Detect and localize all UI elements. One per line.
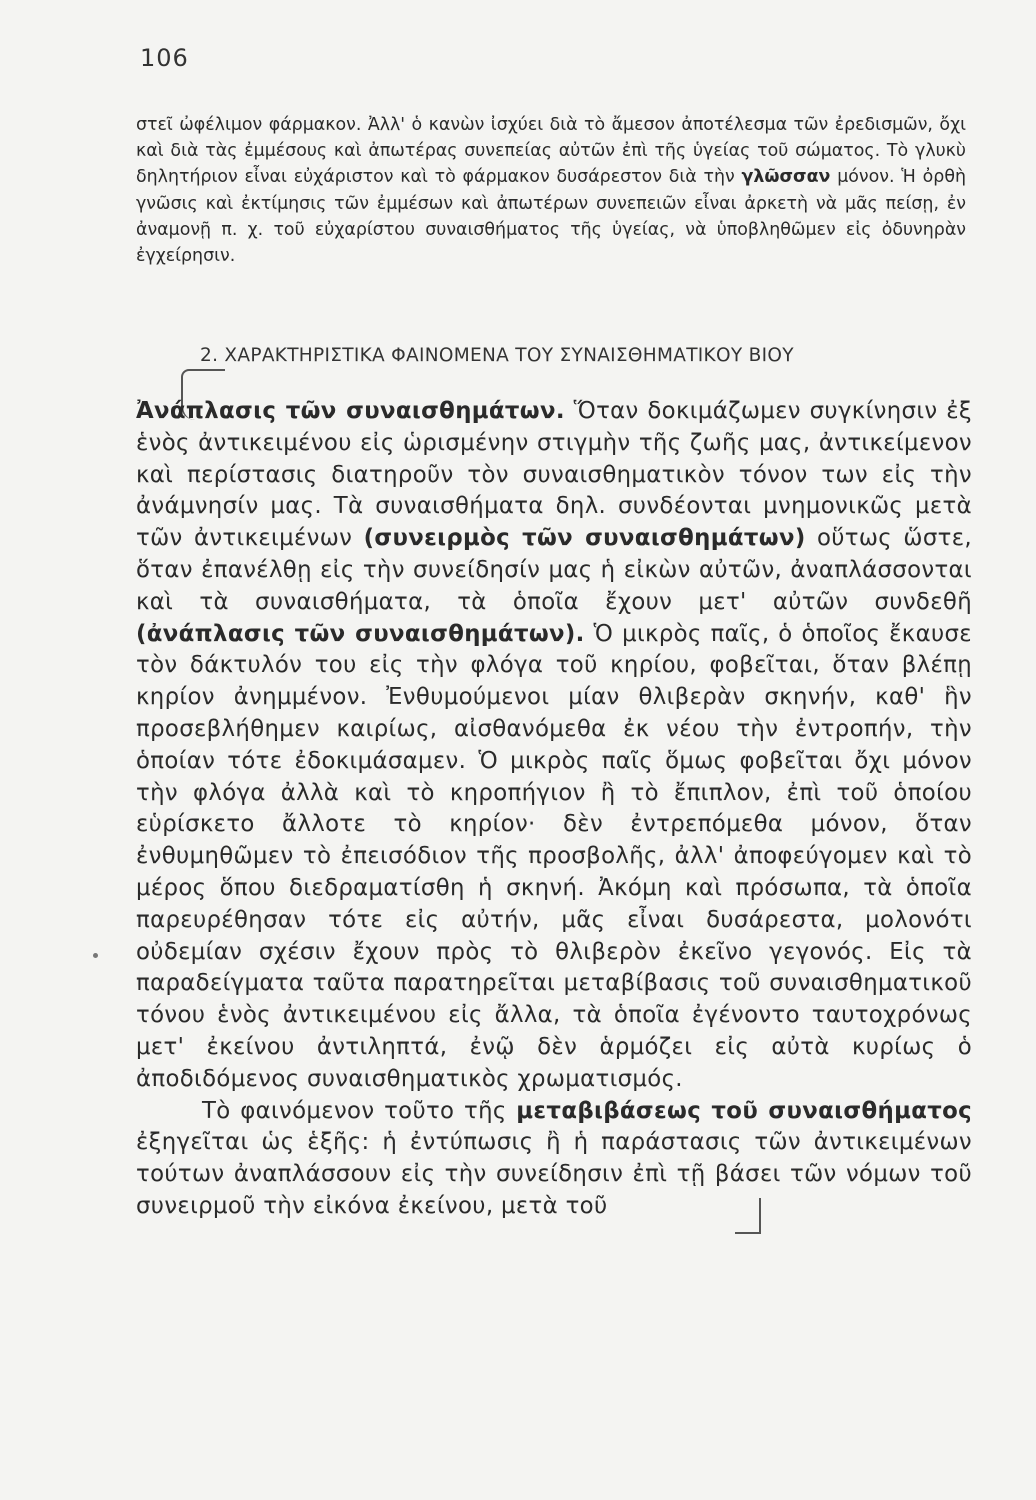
term-emphasis: μεταβιβάσεως τοῦ συναισθήματος: [516, 1097, 972, 1124]
page-number: 106: [140, 44, 189, 72]
main-text: [136, 396, 972, 1223]
intro-paragraph: [136, 112, 966, 269]
intro-text-run: μόνον. Ἡ ὀρθὴ γνῶσις καὶ ἐκτίμησις τῶν ἐμμέσων καὶ ἀπωτέρων συνεπειῶν εἶναι ἀρκετὴ νὰ μᾶς πείσῃ, ἐν ἀναμονῇ π. χ. τοῦ εὐχαρίστου συναισθήματος τῆς ὑγείας, νὰ ὑποβληθῶμεν εἰς ὀδυνηρὰν ἐγχείρησιν.: [136, 167, 966, 267]
paragraph-text-run: οὕτως ὥστε, ὅταν ἐπανέλθῃ εἰς τὴν συνείδησίν μας ἡ εἰκὼν αὐτῶν, ἀναπλάσσονται καὶ τὰ συναισθήματα, τὰ ὁποῖα ἔχουν μετ' αὐτῶν συνδεθῆ: [136, 525, 972, 615]
paragraph-metavivasis: [136, 1096, 972, 1223]
pen-bracket-right: [735, 1198, 761, 1234]
paragraph-text-run: Τὸ φαινόμενον τοῦτο τῆς: [202, 1097, 517, 1124]
term-emphasis: (συνειρμὸς τῶν συναισθημάτων): [363, 525, 806, 552]
paragraph-anaplasis: [136, 396, 972, 1096]
paragraph-title: Ἀνάπλασις τῶν συναισθημάτων.: [136, 398, 565, 424]
stray-mark: [93, 953, 98, 958]
paragraph-text-run: Ὅταν δοκιμάζωμεν συγκίνησιν ἐξ ἑνὸς ἀντικειμένου εἰς ὡρισμένην στιγμὴν τῆς ζωῆς μας, ἀντικείμενον καὶ περίστασις διατηροῦν τὸν συναισθηματικὸν τόνον των εἰς τὴν ἀνάμνησίν μας. Τὰ συναισθήματα δηλ. συνδέονται μνημονικῶς μετὰ τῶν ἀντικειμένων: [136, 398, 972, 552]
section-heading: 2. ΧΑΡΑΚΤΗΡΙΣΤΙΚΑ ΦΑΙΝΟΜΕΝΑ ΤΟΥ ΣΥΝΑΙΣΘΗΜΑΤΙΚΟΥ ΒΙΟΥ: [200, 345, 794, 366]
paragraph-text-run: Ὁ μικρὸς παῖς, ὁ ὁποῖος ἔκαυσε τὸν δάκτυλόν του εἰς τὴν φλόγα τοῦ κηρίου, φοβεῖται, ὅταν βλέπῃ κηρίον ἀνημμένον. Ἐνθυμούμενοι μίαν θλιβερὰν σκηνήν, καθ' ἣν προσεβλήθημεν καιρίως, αἰσθανόμεθα ἐκ νέου τὴν ἐντροπήν, τὴν ὁποίαν τότε ἐδοκιμάσαμεν. Ὁ μικρὸς παῖς ὅμως φοβεῖται ὄχι μόνον τὴν φλόγα ἀλλὰ καὶ τὸ κηροπήγιον ἢ τὸ ἔπιπλον, ἐπὶ τοῦ ὁποίου εὑρίσκετο ἄλλοτε τὸ κηρίον· δὲν ἐντρεπόμεθα μόνον, ὅταν ἐνθυμηθῶμεν τὸ ἐπεισόδιον τῆς προσβολῆς, ἀλλ' ἀποφεύγομεν καὶ τὸ μέρος ὅπου διεδραματίσθη ἡ σκηνή. Ἀκόμη καὶ πρόσωπα, τὰ ὁποῖα παρευρέθησαν τότε εἰς αὐτήν, μᾶς εἶναι δυσάρεστα, μολονότι οὐδεμίαν σχέσιν ἔχουν πρὸς τὸ θλιβερὸν ἐκεῖνο γεγονός. Εἰς τὰ παραδείγματα ταῦτα παρατηρεῖται μεταβίβασις τοῦ συναισθηματικοῦ τόνου ἑνὸς ἀντικειμένου εἰς ἄλλα, τὰ ὁποῖα ἐγένοντο ταυτοχρόνως μετ' ἐκείνου ἀντιληπτά, ἐνῷ δὲν ἁρμόζει εἰς αὐτὰ κυρίως ὁ ἀποδιδόμενος συναισθηματικὸς χρωματισμός.: [136, 620, 972, 1092]
intro-text: [136, 112, 966, 269]
term-emphasis: (ἀνάπλασις τῶν συναισθημάτων).: [136, 620, 585, 647]
paragraph-text-run: ἐξηγεῖται ὡς ἑξῆς: ἡ ἐντύπωσις ἢ ἡ παράστασις τῶν ἀντικειμένων τούτων ἀναπλάσσουν εἰς τὴν συνείδησιν ἐπὶ τῇ βάσει τῶν νόμων τοῦ συνειρμοῦ τὴν εἰκόνα ἐκείνου, μετὰ τοῦ: [136, 1129, 972, 1219]
intro-emphasis: γλῶσσαν: [741, 167, 831, 188]
intro-text-run: στεῖ ὠφέλιμον φάρμακον. Ἀλλ' ὁ κανὼν ἰσχύει διὰ τὸ ἄμεσον ἀποτέλεσμα τῶν ἐρεδισμῶν, ὄχι καὶ διὰ τὰς ἐμμέσους καὶ ἀπωτέρας συνεπείας αὐτῶν ἐπὶ τῆς ὑγείας τοῦ σώματος. Τὸ γλυκὺ δηλητήριον εἶναι εὐχάριστον καὶ τὸ φάρμακον δυσάρεστον διὰ τὴν: [136, 115, 966, 188]
